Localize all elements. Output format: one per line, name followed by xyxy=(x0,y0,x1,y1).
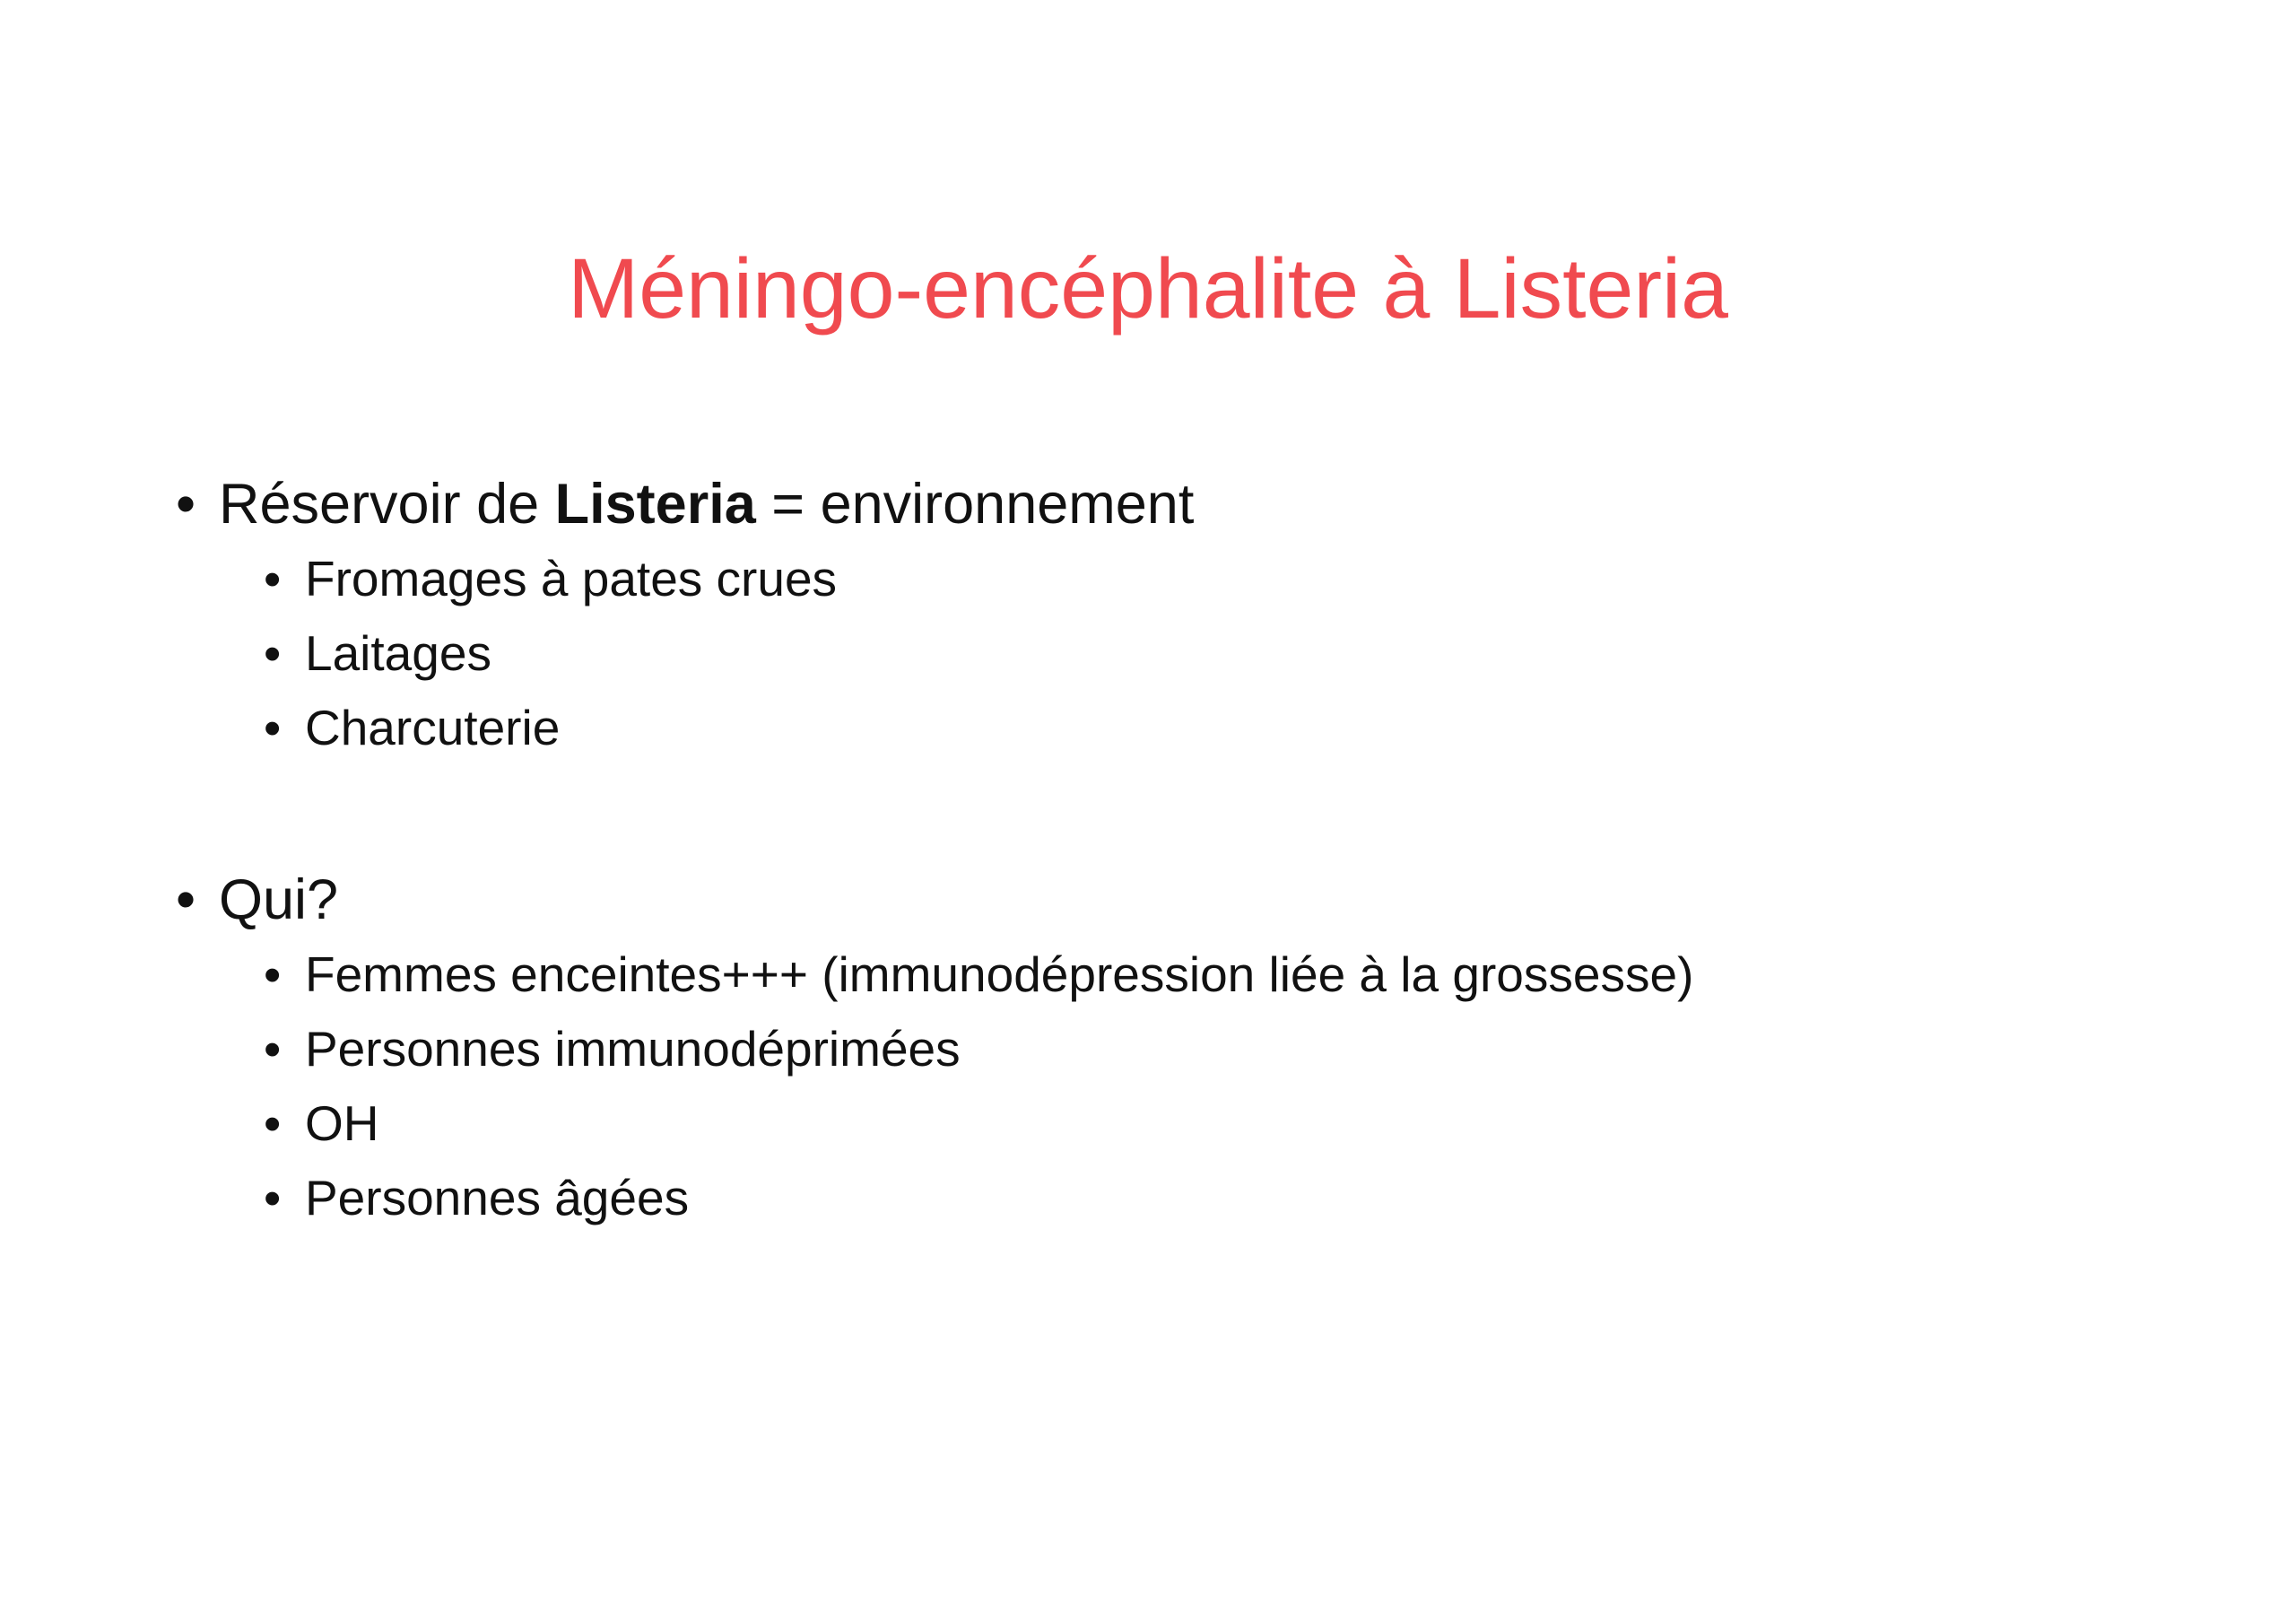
bullet-reservoir xyxy=(176,467,2239,542)
bullet-icon: • xyxy=(264,1095,282,1151)
list-item xyxy=(264,1012,2239,1086)
bullet-icon: • xyxy=(264,1170,282,1225)
bullet-icon: • xyxy=(264,625,282,681)
list-item-text: Charcuterie xyxy=(305,700,561,755)
list-item-text: Personnes âgées xyxy=(305,1170,690,1225)
list-item xyxy=(264,542,2239,616)
list-item-text: OH xyxy=(305,1095,379,1151)
reservoir-heading-bold: Listeria xyxy=(554,473,756,536)
bullet-icon: • xyxy=(264,1021,282,1077)
list-item-text: Fromages à pates crues xyxy=(305,551,838,606)
bullet-icon: • xyxy=(176,473,196,536)
list-item-text: Femmes enceintes+++ (immunodépression liée à la grossesse) xyxy=(305,946,1694,1002)
slide-body xyxy=(176,467,2239,1235)
reservoir-sublist xyxy=(176,542,2239,765)
slide-title: Méningo-encéphalite à Listeria xyxy=(568,241,1728,336)
bullet-qui xyxy=(176,862,2239,937)
reservoir-heading-suffix: = environnement xyxy=(755,473,1195,536)
spacer xyxy=(176,765,2239,862)
reservoir-heading-prefix: Réservoir de xyxy=(219,473,555,536)
list-item xyxy=(264,616,2239,691)
bullet-icon: • xyxy=(264,551,282,606)
list-item xyxy=(264,1161,2239,1235)
list-item xyxy=(264,691,2239,765)
list-item-text: Personnes immunodéprimées xyxy=(305,1021,961,1077)
qui-sublist xyxy=(176,937,2239,1235)
bullet-icon: • xyxy=(264,700,282,755)
list-item-text: Laitages xyxy=(305,625,491,681)
list-item xyxy=(264,937,2239,1012)
list-item xyxy=(264,1086,2239,1161)
bullet-icon: • xyxy=(264,946,282,1002)
bullet-icon: • xyxy=(176,868,196,931)
qui-heading: Qui? xyxy=(219,868,339,931)
